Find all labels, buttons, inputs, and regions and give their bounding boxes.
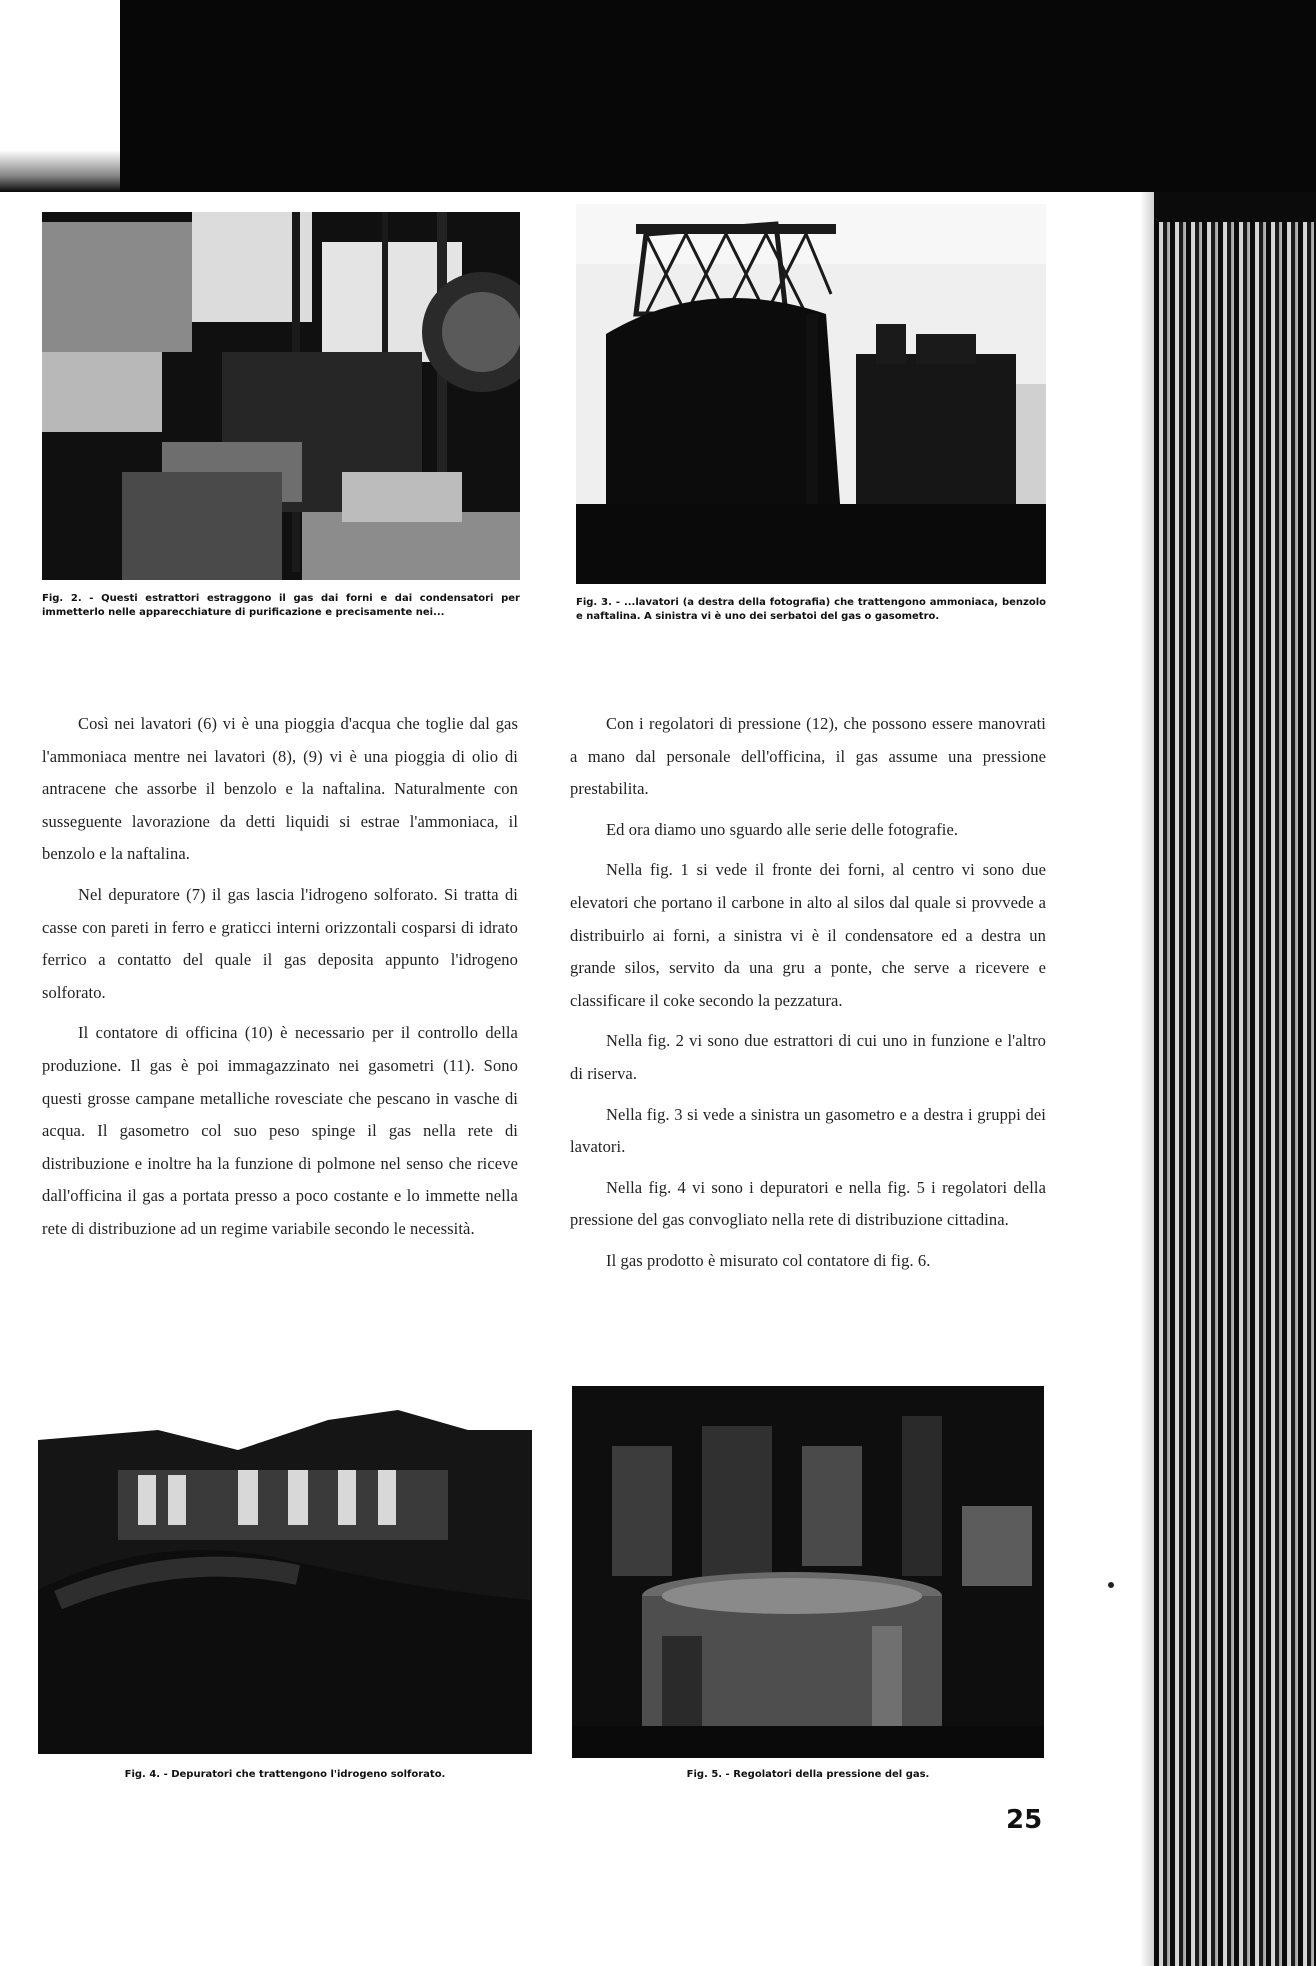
figure-5-caption: Fig. 5. - Regolatori della pressione del gas.	[686, 1769, 930, 1780]
page-edge-shadow	[1140, 192, 1154, 1966]
scan-dark-border-top	[0, 0, 1316, 192]
figure-3-photo	[576, 204, 1046, 584]
figure-2-caption: Fig. 2. - Questi estrattori estraggono il gas dai forni e dai condensatori per immetterlo nelle apparecchiature di purificazione e precisamente nei...	[42, 593, 520, 618]
paragraph: Nella fig. 3 si vede a sinistra un gasometro e a destra i gruppi dei lavatori.	[570, 1104, 1046, 1157]
scan-book-edge-right	[1154, 192, 1316, 1966]
text-column-left	[42, 708, 518, 1254]
paragraph: Nella fig. 2 vi sono due estrattori di cui uno in funzione e l'altro di riserva.	[570, 1031, 1046, 1083]
paragraph: Con i regolatori di pressione (12), che possono essere manovrati a mano dal personale dell'officina, il gas assume una pressione prestabilita.	[570, 714, 1046, 799]
scan-speck	[1108, 1582, 1114, 1588]
figure-4-caption: Fig. 4. - Depuratori che trattengono l'idrogeno solforato.	[124, 1769, 446, 1780]
figure-4-photo	[38, 1400, 532, 1754]
scan-book-edge-top	[1154, 192, 1316, 222]
paragraph: Nella fig. 1 si vede il fronte dei forni, al centro vi sono due elevatori che portano il carbone in alto al silos dal quale si provvede a distribuirlo ai forni, a sinistra vi è il condensatore ed a destra un grande silos, servito da una gru a ponte, che serve a ricevere e classificare il coke secondo la pezzatura.	[570, 860, 1046, 1010]
figure-3-caption: Fig. 3. - ...lavatori (a destra della fotografia) che trattengono ammoniaca, benzolo e naftalina. A sinistra vi è uno dei serbatoi del gas o gasometro.	[576, 597, 1046, 622]
scan-light-corner	[0, 0, 120, 150]
page-number: 25	[1006, 1805, 1043, 1835]
scan-edge-gradient	[0, 150, 120, 192]
paragraph: Così nei lavatori (6) vi è una pioggia d'acqua che toglie dal gas l'ammoniaca mentre nei lavatori (8), (9) vi è una pioggia di olio di antracene che assorbe il benzolo e la naftalina. Naturalmente con susseguente lavorazione da detti liquidi si estrae l'ammoniaca, il benzolo e la naftalina.	[42, 714, 518, 864]
text-column-right	[570, 708, 1046, 1286]
paragraph: Ed ora diamo uno sguardo alle serie delle fotografie.	[606, 819, 959, 839]
paragraph: Il contatore di officina (10) è necessario per il controllo della produzione. Il gas è poi immagazzinato nei gasometri (11). Sono questi grosse campane metalliche rovesciate che pescano in vasche di acqua. Il gasometro col suo peso spinge il gas nella rete di distribuzione e inoltre ha la funzione di polmone nel senso che riceve dall'officina il gas a portata presso a poco costante e lo immette nella rete di distribuzione ad un regime variabile secondo le necessità.	[42, 1023, 518, 1238]
figure-5-photo	[572, 1386, 1044, 1758]
paragraph: Nel depuratore (7) il gas lascia l'idrogeno solforato. Si tratta di casse con pareti in ferro e graticci interni orizzontali cosparsi di idrato ferrico a contatto del quale il gas deposita appunto l'idrogeno solforato.	[42, 884, 518, 1002]
figure-2-photo	[42, 212, 520, 580]
paragraph: Il gas prodotto è misurato col contatore di fig. 6.	[606, 1250, 931, 1270]
paragraph: Nella fig. 4 vi sono i depuratori e nella fig. 5 i regolatori della pressione del gas convogliato nella rete di distribuzione cittadina.	[570, 1177, 1046, 1230]
